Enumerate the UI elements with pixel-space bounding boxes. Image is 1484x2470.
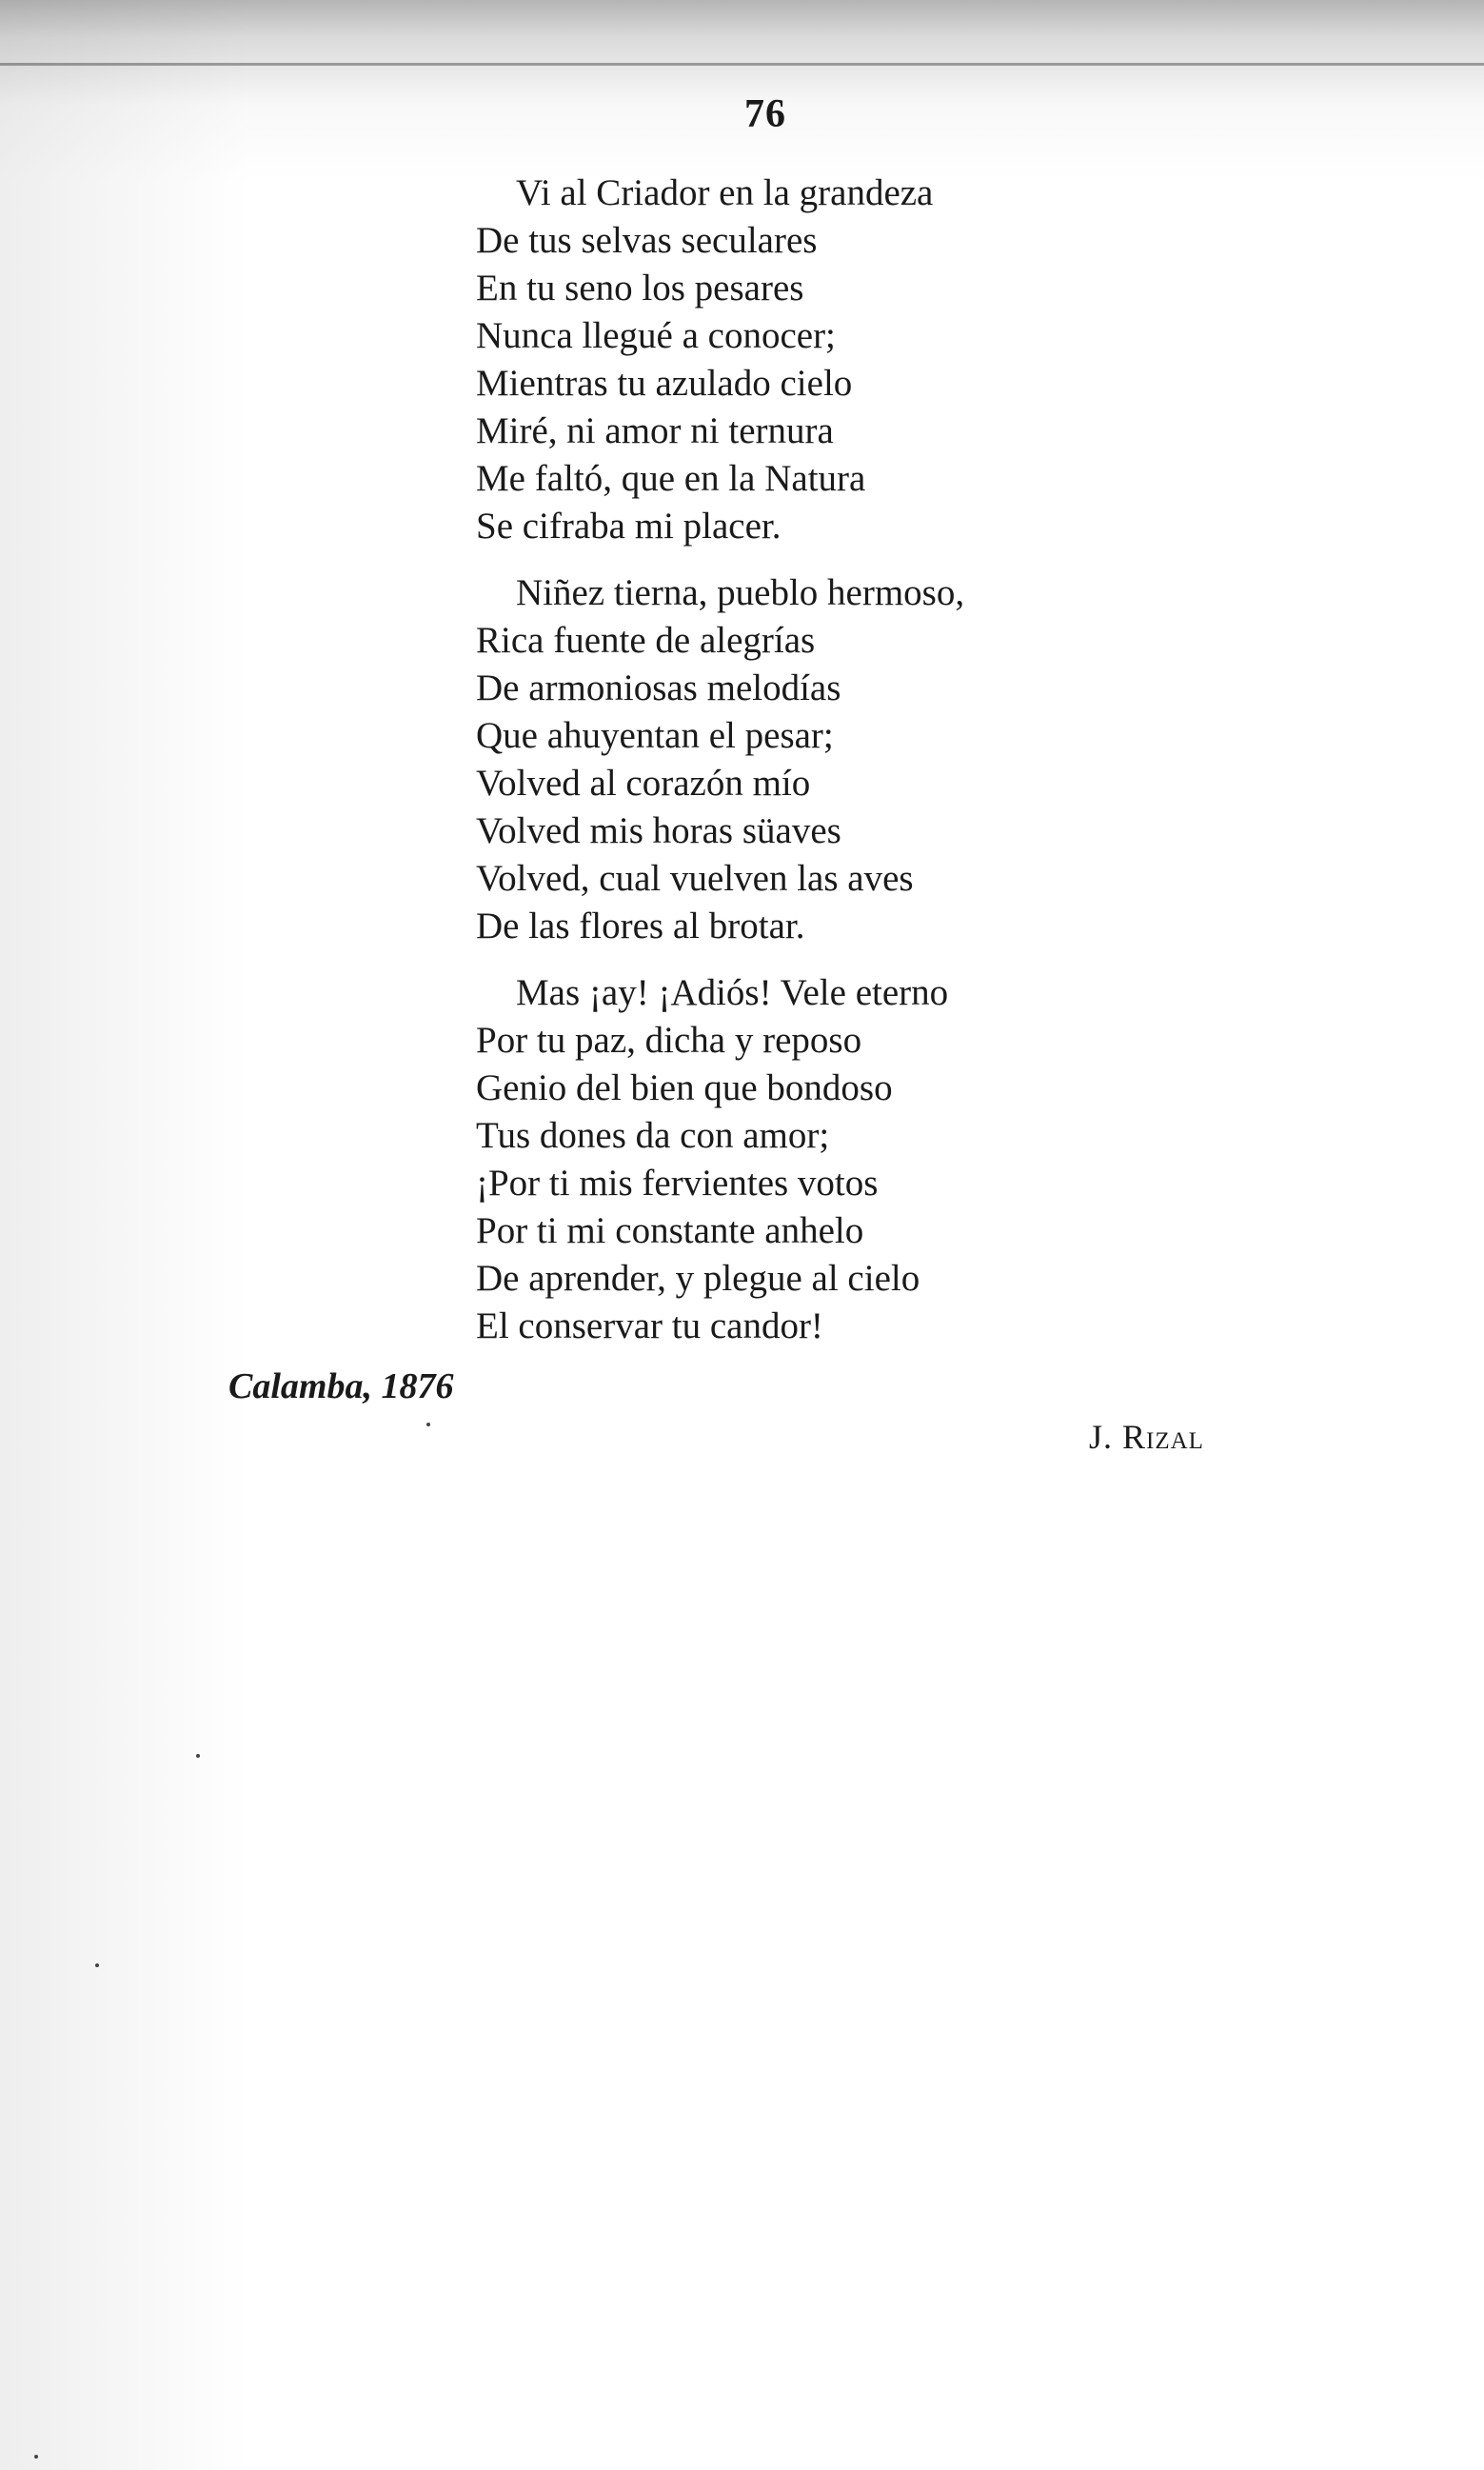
poem-line: Genio del bien que bondoso xyxy=(476,1067,893,1108)
scan-speck xyxy=(196,1754,200,1758)
poem-line: Se cifraba mi placer. xyxy=(476,506,782,547)
scan-speck xyxy=(426,1423,430,1426)
poem-line: ¡Por ti mis fervientes votos xyxy=(476,1163,879,1204)
scan-edge-shadow xyxy=(0,63,1484,66)
poem-line: Niñez tierna, pueblo hermoso, xyxy=(516,572,965,613)
poem-line: Nunca llegué a conocer; xyxy=(476,315,836,356)
poem-line: Por ti mi constante anhelo xyxy=(476,1210,864,1251)
stanza-3 xyxy=(476,969,1104,1350)
poem-line: De armoniosas melodías xyxy=(476,667,841,708)
poem xyxy=(476,169,1104,1369)
poem-line: Por tu paz, dicha y reposo xyxy=(476,1020,862,1061)
poem-line: De tus selvas seculares xyxy=(476,220,818,261)
poem-line: Mientras tu azulado cielo xyxy=(476,363,853,404)
place-date: Calamba, 1876 xyxy=(228,1366,454,1406)
poem-line: En tu seno los pesares xyxy=(476,268,804,309)
poem-line: El conservar tu candor! xyxy=(476,1305,823,1346)
page-number: 76 xyxy=(744,92,786,136)
stanza-1 xyxy=(476,169,1104,550)
poem-line: De las flores al brotar. xyxy=(476,906,805,946)
poem-line: De aprender, y plegue al cielo xyxy=(476,1258,920,1299)
poem-line: Que ahuyentan el pesar; xyxy=(476,715,834,756)
scan-speck xyxy=(34,2455,38,2459)
scan-speck xyxy=(95,1963,99,1967)
poem-line: Volved al corazón mío xyxy=(476,763,811,804)
poem-line: Vi al Criador en la grandeza xyxy=(516,172,934,213)
poem-line: Rica fuente de alegrías xyxy=(476,620,816,661)
stanza-2 xyxy=(476,569,1104,950)
poem-line: Miré, ni amor ni ternura xyxy=(476,410,834,451)
poem-line: Volved, cual vuelven las aves xyxy=(476,858,914,899)
author-signature: J. Rizal xyxy=(1089,1418,1204,1456)
poem-line: Mas ¡ay! ¡Adiós! Vele eterno xyxy=(516,972,949,1013)
poem-line: Me faltó, que en la Natura xyxy=(476,458,866,499)
poem-line: Volved mis horas süaves xyxy=(476,810,841,851)
poem-line: Tus dones da con amor; xyxy=(476,1115,830,1156)
